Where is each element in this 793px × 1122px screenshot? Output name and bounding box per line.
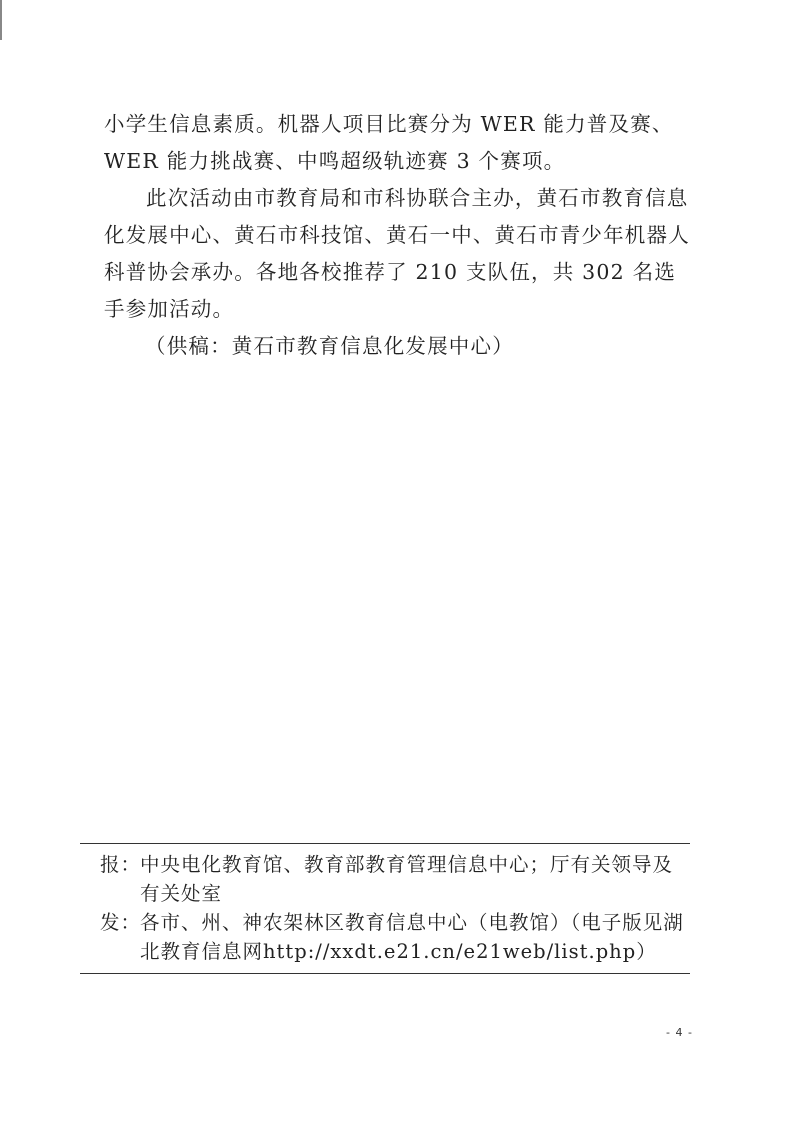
page-number: - 4 - <box>666 1026 693 1039</box>
paragraph-organizers: 此次活动由市教育局和市科协联合主办，黄石市教育信息化发展中心、黄石市科技馆、黄石一中、黄石市青少年机器人科普协会承办。各地各校推荐了 210 支队伍，共 302 名选手参加活动。 <box>104 186 690 321</box>
distribution-block <box>80 843 690 974</box>
report-to-row <box>100 850 690 908</box>
scan-edge-mark <box>0 0 2 40</box>
report-recipients: 中央电化教育馆、教育部教育管理信息中心；厅有关领导及有关处室 <box>140 853 674 905</box>
send-recipients: 各市、州、神农架林区教育信息中心（电教馆）（电子版见湖北教育信息网http://xxdt.e21.cn/e21web/list.php） <box>140 911 684 963</box>
paragraph-competition-items: 小学生信息素质。机器人项目比赛分为 WER 能力普及赛、WER 能力挑战赛、中鸣超级轨迹赛 3 个赛项。 <box>104 112 674 173</box>
send-to-row <box>100 908 690 966</box>
send-label: 发： <box>100 911 142 934</box>
source-note: （供稿：黄石市教育信息化发展中心） <box>145 334 514 358</box>
article-body <box>104 106 692 365</box>
report-label: 报： <box>100 853 142 876</box>
